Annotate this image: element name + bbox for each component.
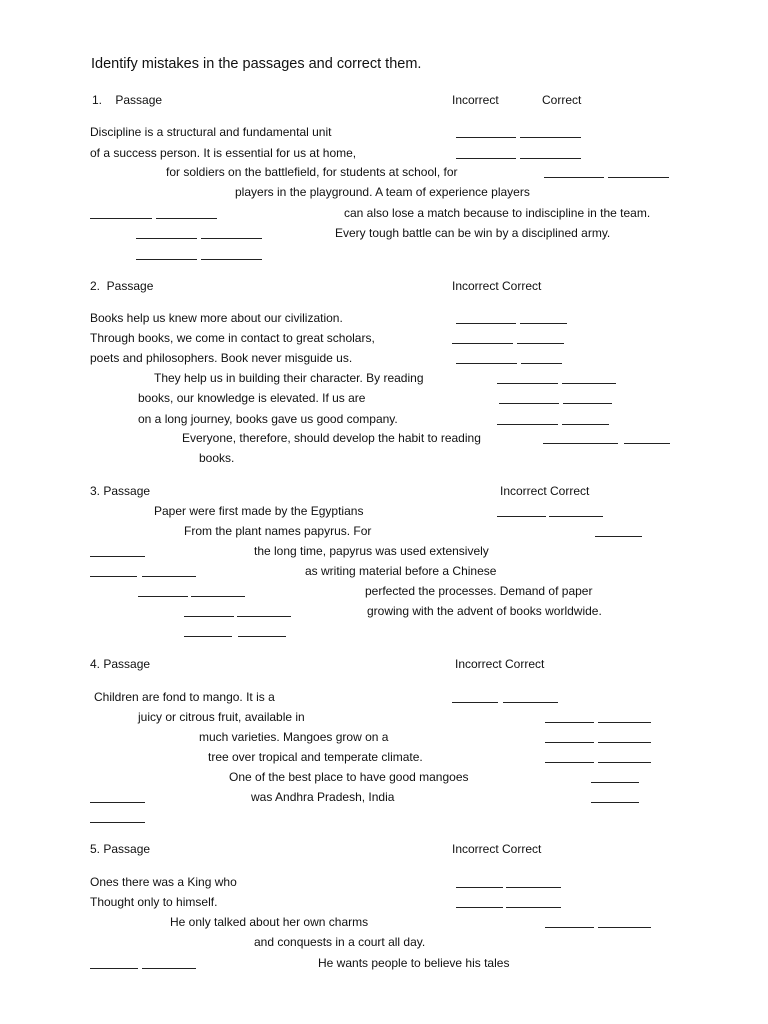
answer-blank[interactable] [456,907,503,908]
answer-blank[interactable] [591,782,639,783]
answer-blank[interactable] [142,576,196,577]
passage-2-column-headers: Incorrect Correct [452,279,542,293]
answer-blank[interactable] [456,137,516,138]
passage-4-line-4: tree over tropical and temperate climate. [208,750,423,764]
passage-2-line-3: poets and philosophers. Book never misguide us. [90,351,353,365]
answer-blank[interactable] [598,762,651,763]
passage-4-line-1: Children are fond to mango. It is a [94,690,275,704]
passage-5-line-4: and conquests in a court all day. [254,935,426,949]
answer-blank[interactable] [136,238,197,239]
answer-blank[interactable] [595,536,642,537]
answer-blank[interactable] [136,259,197,260]
answer-blank[interactable] [497,424,558,425]
passage-3-column-headers: Incorrect Correct [500,484,590,498]
answer-blank[interactable] [201,238,262,239]
answer-blank[interactable] [563,403,612,404]
answer-blank[interactable] [608,177,669,178]
answer-blank[interactable] [598,722,651,723]
answer-blank[interactable] [598,742,651,743]
answer-blank[interactable] [456,887,503,888]
answer-blank[interactable] [452,343,513,344]
passage-4-line-6: was Andhra Pradesh, India [251,790,395,804]
answer-blank[interactable] [90,576,137,577]
answer-blank[interactable] [562,424,609,425]
answer-blank[interactable] [506,907,561,908]
answer-blank[interactable] [90,802,145,803]
answer-blank[interactable] [520,137,581,138]
answer-blank[interactable] [598,927,651,928]
answer-blank[interactable] [497,383,558,384]
answer-blank[interactable] [499,403,559,404]
passage-5-line-1: Ones there was a King who [90,875,237,889]
passage-2-line-4: They help us in building their character. By reading [154,371,424,385]
answer-blank[interactable] [238,636,286,637]
answer-blank[interactable] [520,158,581,159]
answer-blank[interactable] [497,516,546,517]
passage-3-line-3: the long time, papyrus was used extensively [254,544,489,558]
answer-blank[interactable] [545,722,594,723]
passage-5-line-2: Thought only to himself. [90,895,218,909]
passage-4-column-headers: Incorrect Correct [455,657,545,671]
passage-3-line-2: From the plant names papyrus. For [184,524,372,538]
answer-blank[interactable] [90,822,145,823]
answer-blank[interactable] [517,343,564,344]
passage-4-heading: 4. Passage [90,657,151,671]
passage-1-line-6: Every tough battle can be win by a disciplined army. [335,226,611,240]
passage-2-line-7: Everyone, therefore, should develop the habit to reading [182,431,481,445]
passage-2-heading: 2. Passage [90,279,154,293]
passage-1-line-5: can also lose a match because to indiscipline in the team. [344,206,651,220]
passage-3-heading: 3. Passage [90,484,151,498]
passage-1-line-4: players in the playground. A team of experience players [235,185,530,199]
answer-blank[interactable] [545,742,594,743]
passage-5-line-5: He wants people to believe his tales [318,956,510,970]
passage-3-line-6: growing with the advent of books worldwide. [367,604,602,618]
answer-blank[interactable] [544,177,604,178]
answer-blank[interactable] [142,968,196,969]
passage-1-line-3: for soldiers on the battlefield, for students at school, for [166,165,458,179]
passage-1-correct-header: Correct [542,93,582,107]
answer-blank[interactable] [237,616,291,617]
answer-blank[interactable] [456,158,516,159]
answer-blank[interactable] [191,596,245,597]
passage-1-line-1: Discipline is a structural and fundamental unit [90,125,332,139]
answer-blank[interactable] [184,616,234,617]
passage-5-heading: 5. Passage [90,842,151,856]
answer-blank[interactable] [456,323,516,324]
answer-blank[interactable] [138,596,188,597]
answer-blank[interactable] [90,218,152,219]
answer-blank[interactable] [156,218,217,219]
answer-blank[interactable] [591,802,639,803]
answer-blank[interactable] [452,702,498,703]
answer-blank[interactable] [456,363,517,364]
answer-blank[interactable] [90,968,138,969]
answer-blank[interactable] [624,443,670,444]
answer-blank[interactable] [201,259,262,260]
passage-1-line-2: of a success person. It is essential for us at home, [90,146,357,160]
passage-1-heading: 1. Passage [92,93,163,107]
passage-3-line-5: perfected the processes. Demand of paper [365,584,593,598]
answer-blank[interactable] [506,887,561,888]
passage-4-line-2: juicy or citrous fruit, available in [138,710,305,724]
passage-2-line-5: books, our knowledge is elevated. If us are [138,391,366,405]
passage-4-line-5: One of the best place to have good mangoes [229,770,469,784]
passage-2-line-2: Through books, we come in contact to great scholars, [90,331,375,345]
answer-blank[interactable] [543,443,618,444]
answer-blank[interactable] [545,762,594,763]
answer-blank[interactable] [503,702,558,703]
passage-3-line-4: as writing material before a Chinese [305,564,497,578]
answer-blank[interactable] [562,383,616,384]
answer-blank[interactable] [520,323,567,324]
answer-blank[interactable] [90,556,145,557]
passage-5-line-3: He only talked about her own charms [170,915,369,929]
answer-blank[interactable] [521,363,562,364]
answer-blank[interactable] [184,636,232,637]
passage-2-line-8: books. [199,451,235,465]
passage-2-line-6: on a long journey, books gave us good company. [138,412,398,426]
passage-3-line-1: Paper were first made by the Egyptians [154,504,364,518]
passage-1-incorrect-header: Incorrect [452,93,499,107]
answer-blank[interactable] [549,516,603,517]
passage-2-line-1: Books help us knew more about our civilization. [90,311,343,325]
passage-4-line-3: much varieties. Mangoes grow on a [199,730,389,744]
passage-5-column-headers: Incorrect Correct [452,842,542,856]
answer-blank[interactable] [545,927,594,928]
page-title: Identify mistakes in the passages and correct them. [91,56,422,72]
